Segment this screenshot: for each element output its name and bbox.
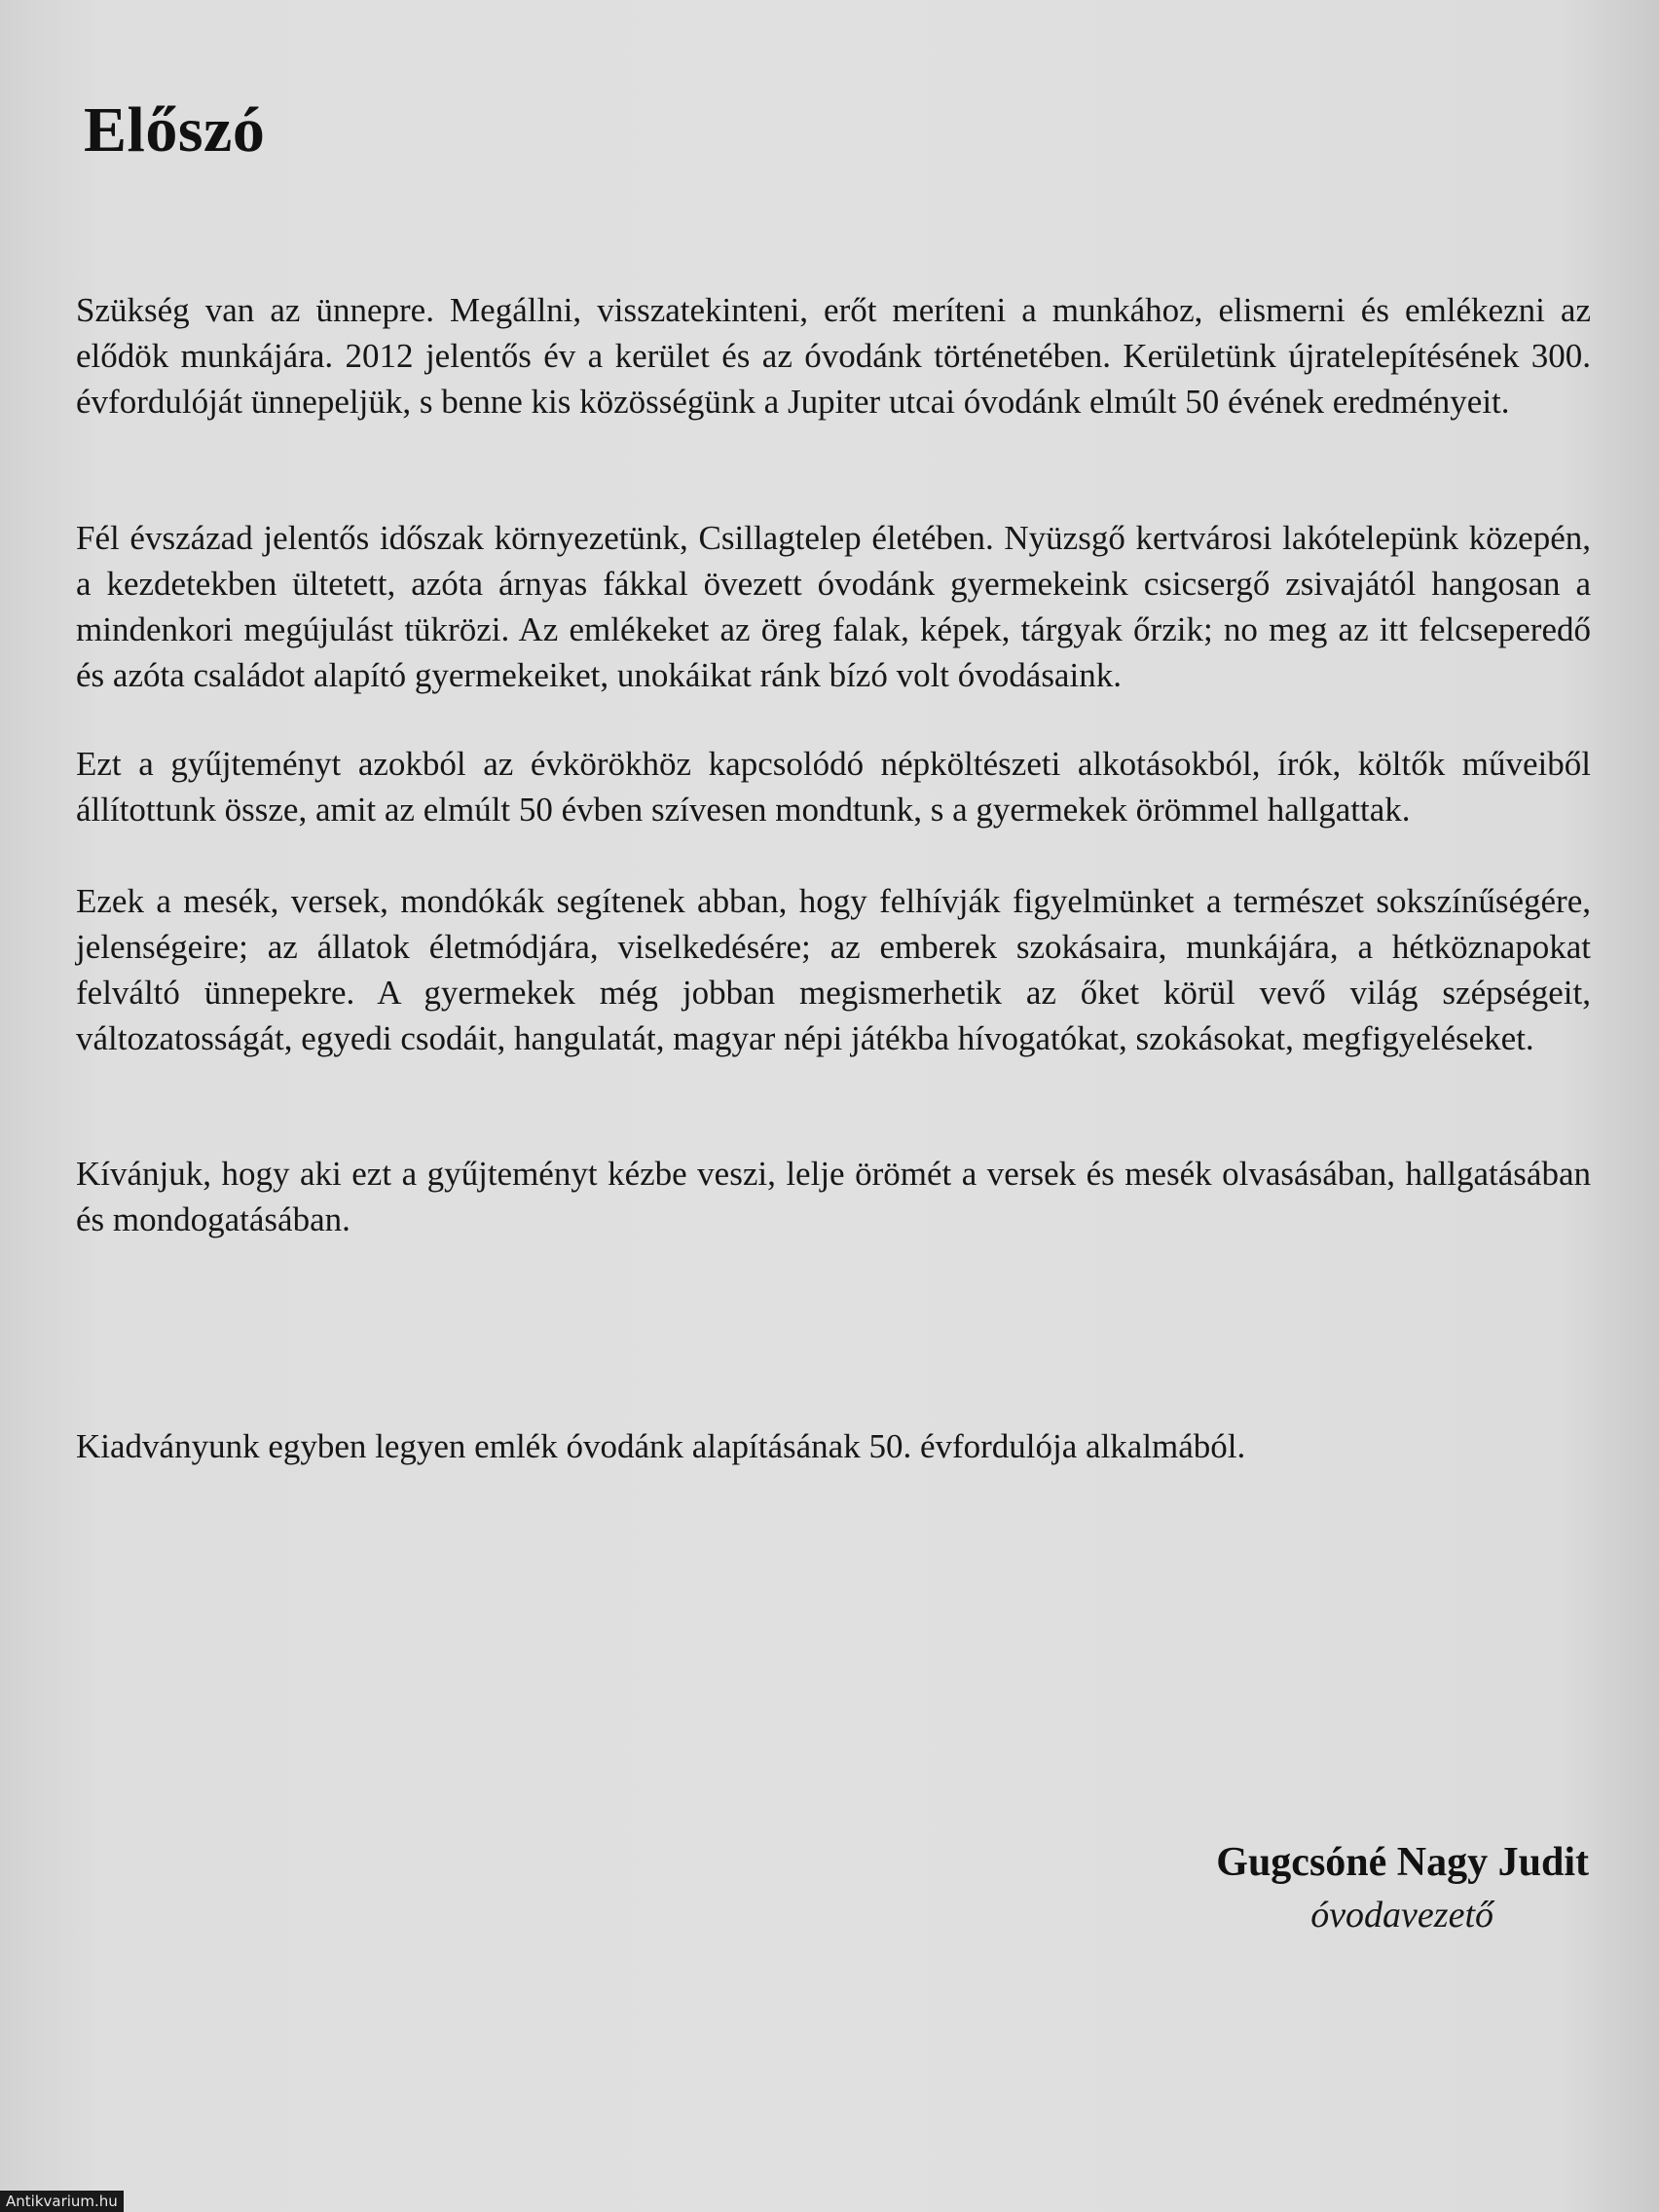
- watermark: Antikvarium.hu: [0, 2191, 124, 2212]
- paragraph-half-century: Fél évszázad jelentős időszak környezetünk, Csillagtelep életében. Nyüzsgő kertvárosi lakótelepünk közepén, a kezdetekben ültetett, azóta árnyas fákkal övezett óvodánk gyermekeink csicsergő zsivajától hangosan a mindenkori megújulást tükrözi. Az emlékeket az öreg falak, képek, tárgyak őrzik; no meg az itt felcseperedő és azóta családot alapító gyermekeiket, unokáikat ránk bízó volt óvodásaink.: [76, 519, 1591, 694]
- paragraph-stories-poems: Ezek a mesék, versek, mondókák segítenek abban, hogy felhívják figyelmünket a természet sokszínűségére, jelenségeire; az állatok életmódjára, viselkedésére; az emberek szokásaira, munkájára, a hétköznapokat felváltó ünnepekre. A gyermekek még jobban megismerhetik az őket körül vevő világ szépségeit, változatosságát, egyedi csodáit, hangulatát, magyar népi játékba hívogatókat, szokásokat, megfigyeléseket.: [76, 882, 1591, 1057]
- signature-role: óvodavezető: [1310, 1895, 1493, 1936]
- signature-block: [1216, 1835, 1589, 1940]
- page-title: Előszó: [84, 94, 266, 166]
- paragraph-collection: Ezt a gyűjteményt azokból az évkörökhöz kapcsolódó népköltészeti alkotásokból, írók, költők műveiből állítottunk össze, amit az elmúlt 50 évben szívesen mondtunk, s a gyermekek örömmel hallgattak.: [76, 745, 1591, 829]
- paragraph-celebration: Szükség van az ünnepre. Megállni, visszatekinteni, erőt meríteni a munkához, elismerni és emlékezni az elődök munkájára. 2012 jelentős év a kerület és az óvodánk történetében. Kerületünk újratelepítésének 300. évfordulóját ünnepeljük, s benne kis közösségünk a Jupiter utcai óvodánk elmúlt 50 évének eredményeit.: [76, 291, 1591, 421]
- signature-name: Gugcsóné Nagy Judit: [1216, 1840, 1589, 1885]
- paragraph-wishes: Kívánjuk, hogy aki ezt a gyűjteményt kézbe veszi, lelje örömét a versek és mesék olvasásában, hallgatásában és mondogatásában.: [76, 1155, 1591, 1238]
- paragraph-anniversary: Kiadványunk egyben legyen emlék óvodánk alapításának 50. évfordulója alkalmából.: [76, 1427, 1246, 1465]
